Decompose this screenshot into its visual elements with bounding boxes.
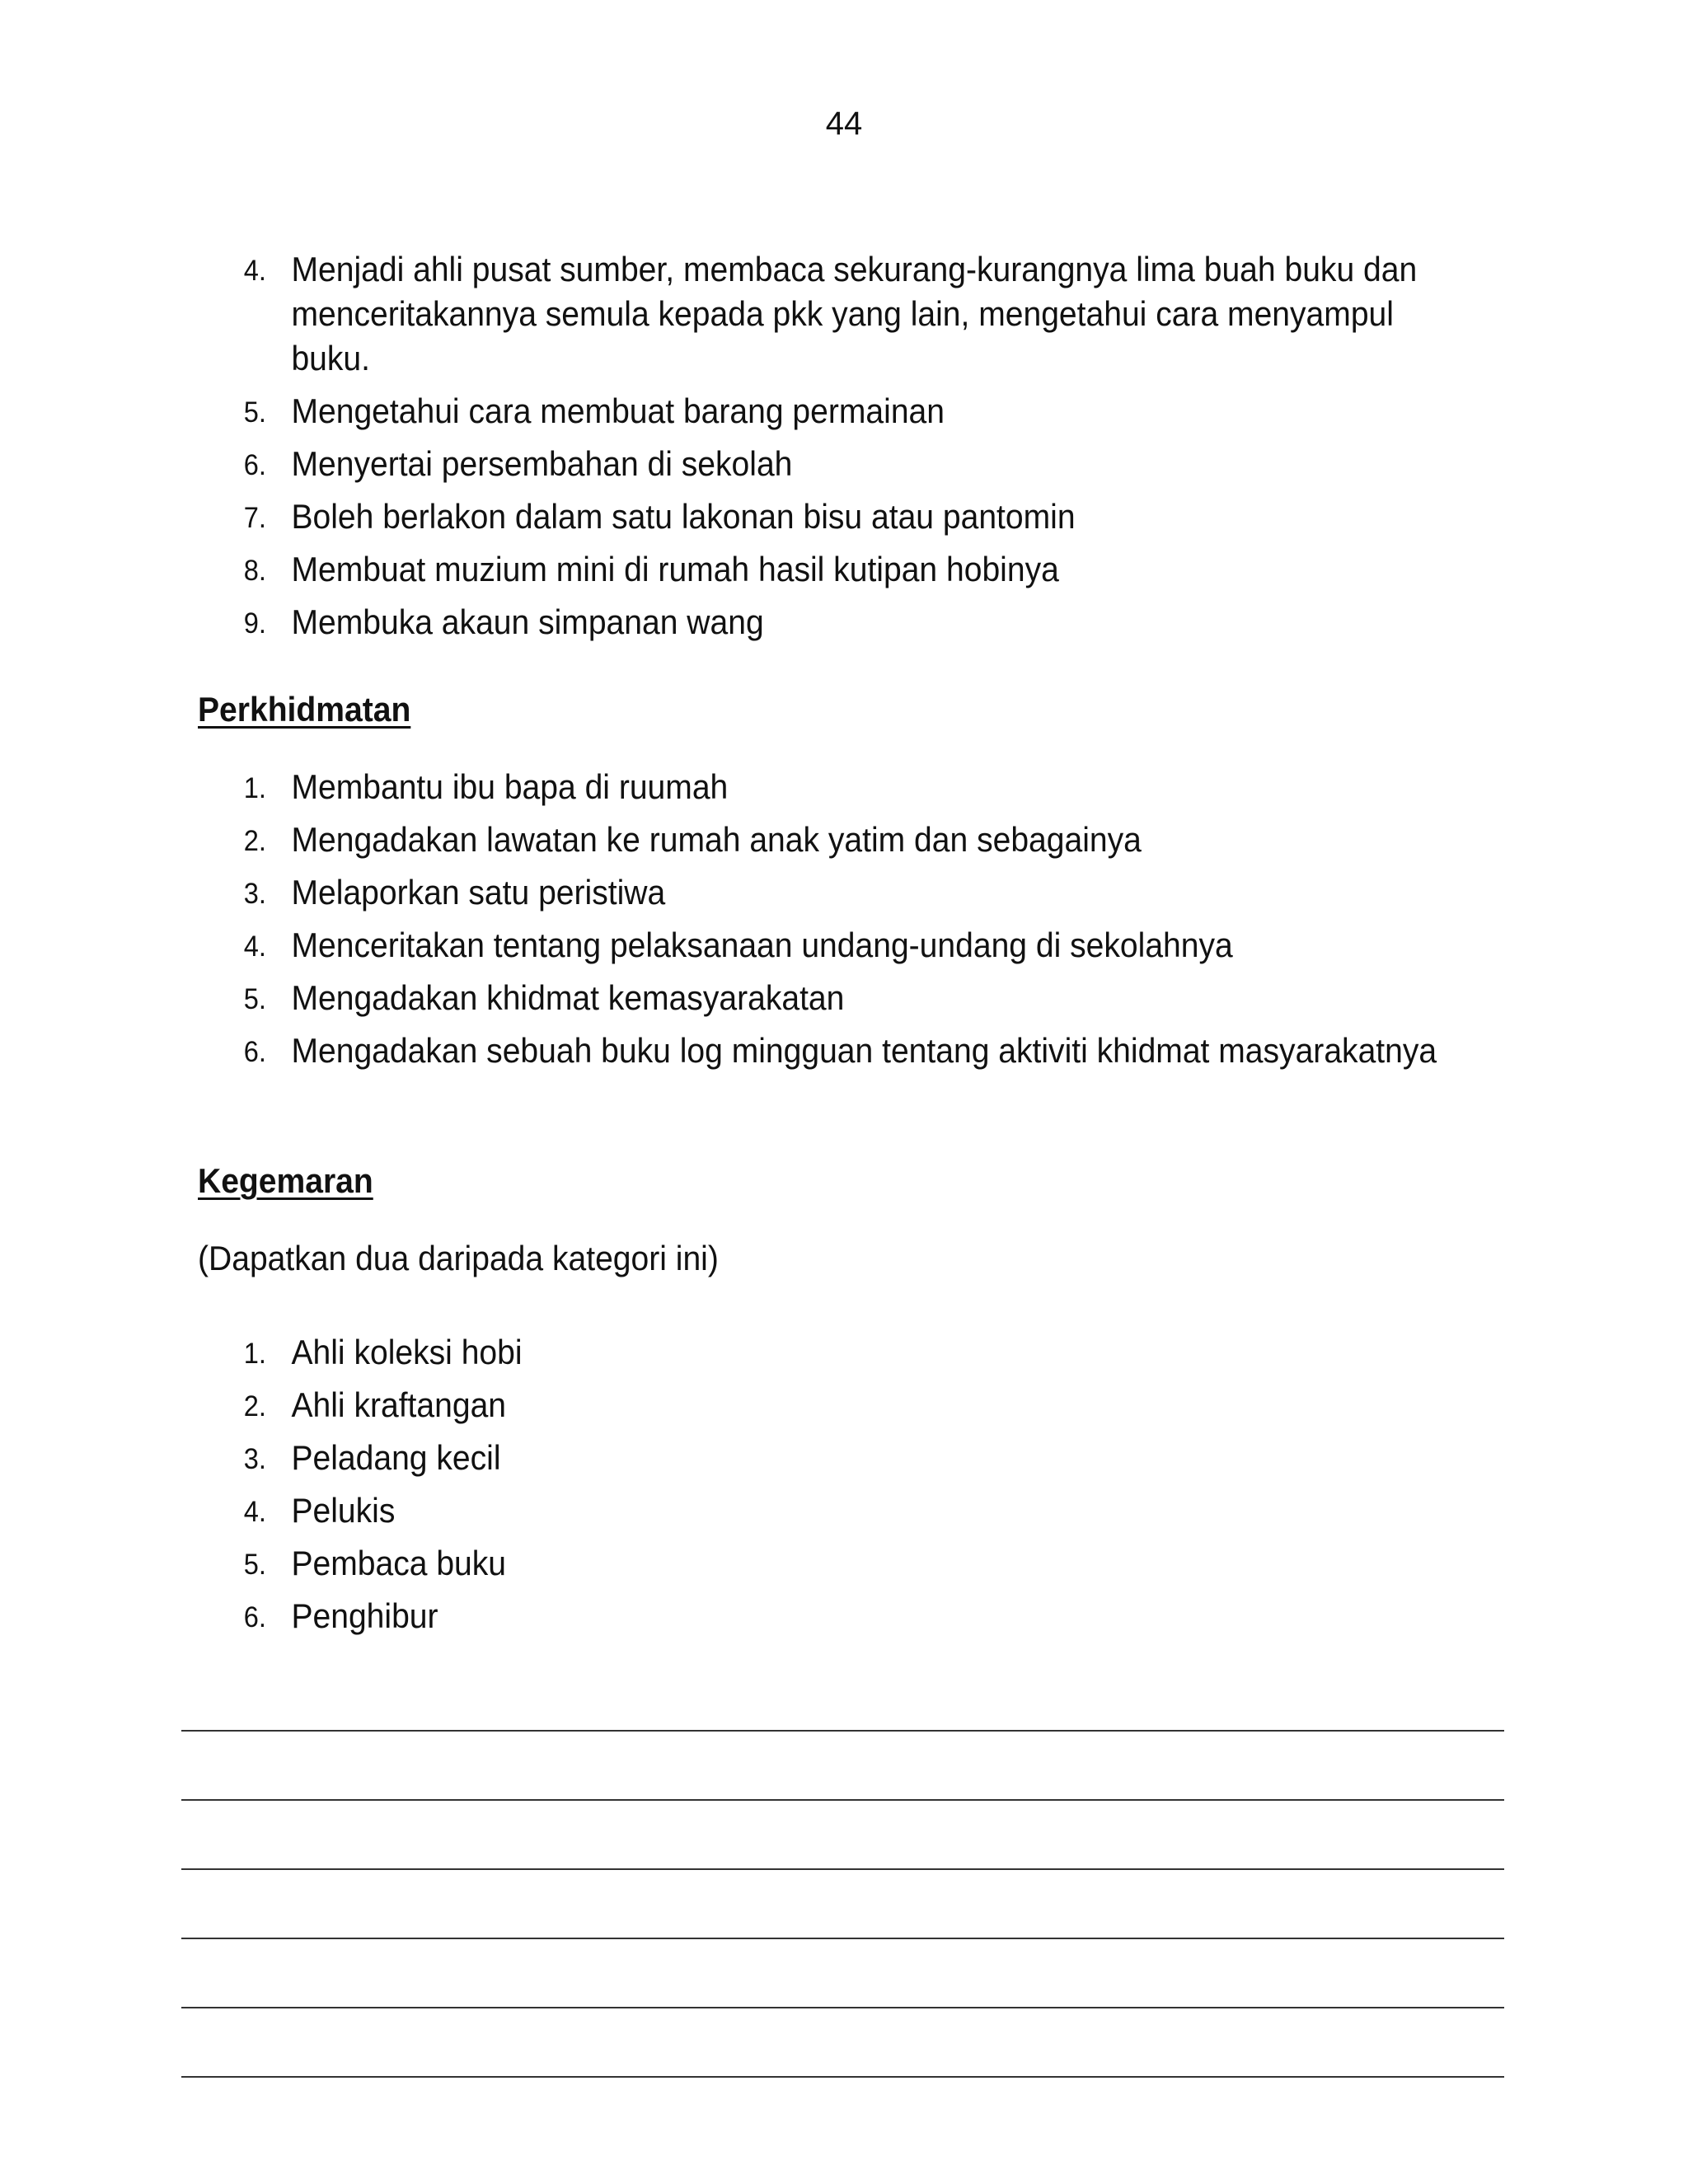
list-item-number: 1. — [243, 1338, 266, 1370]
page-number: 44 — [825, 105, 863, 142]
list-item — [198, 1029, 1440, 1073]
list-item-number: 7. — [243, 502, 266, 534]
list-item — [198, 389, 1440, 434]
writing-line — [181, 1938, 1504, 1939]
list-item-text: Pembaca buku — [291, 1544, 507, 1582]
list-item — [198, 976, 1440, 1020]
list-item-text: Mengadakan sebuah buku log mingguan tentang aktiviti khidmat masyarakatnya — [291, 1031, 1437, 1070]
list-item-text: Mengetahui cara membuat barang permainan — [291, 391, 945, 430]
list-item-number: 3. — [243, 1443, 266, 1475]
list-item-text: Menjadi ahli pusat sumber, membaca sekurang-kurangnya lima buah buku dan menceritakannya semula kepada pkk yang lain, mengetahui cara menyampul buku. — [291, 250, 1418, 377]
list-item-text: Membantu ibu bapa di ruumah — [291, 767, 729, 806]
list-item-number: 5. — [243, 396, 266, 429]
kegemaran-list — [198, 1330, 1533, 1647]
list-item-number: 6. — [243, 1601, 266, 1633]
list-item-number: 4. — [243, 1496, 266, 1528]
section-heading-perkhidmatan: Perkhidmatan — [198, 690, 411, 729]
list-item-text: Membuka akaun simpanan wang — [291, 602, 764, 641]
list-item-number: 1. — [243, 772, 266, 804]
list-item — [198, 1541, 1440, 1586]
list-item-number: 9. — [243, 607, 266, 640]
list-item — [198, 494, 1440, 539]
list-item-text: Ahli kraftangan — [291, 1385, 507, 1424]
list-item-text: Mengadakan khidmat kemasyarakatan — [291, 978, 845, 1017]
list-item-number: 8. — [243, 555, 266, 587]
list-item-number: 4. — [243, 255, 266, 287]
writing-line — [181, 1868, 1504, 1870]
list-item-number: 4. — [243, 930, 266, 963]
list-item-number: 2. — [243, 825, 266, 857]
list-item — [198, 1330, 1440, 1375]
list-item — [198, 1488, 1440, 1533]
list-item — [198, 870, 1440, 915]
list-item — [198, 1594, 1440, 1638]
list-item — [198, 923, 1440, 968]
list-item-number: 3. — [243, 878, 266, 910]
perkhidmatan-list — [198, 765, 1533, 1081]
writing-line — [181, 2076, 1504, 2078]
list-item-text: Penghibur — [291, 1596, 438, 1635]
list-item — [198, 1383, 1440, 1427]
list-item-text: Peladang kecil — [291, 1438, 501, 1477]
list-item-text: Ahli koleksi hobi — [291, 1333, 523, 1371]
list-item — [198, 547, 1440, 592]
list-item-text: Pelukis — [291, 1491, 396, 1530]
writing-line — [181, 1730, 1504, 1732]
section-heading-kegemaran: Kegemaran — [198, 1161, 373, 1200]
kegemaran-note: (Dapatkan dua daripada kategori ini) — [198, 1239, 719, 1277]
list-item-text: Menyertai persembahan di sekolah — [291, 444, 793, 483]
writing-line — [181, 2007, 1504, 2008]
list-item — [198, 1436, 1440, 1480]
list-item-number: 6. — [243, 449, 266, 481]
list-item-text: Boleh berlakon dalam satu lakonan bisu atau pantomin — [291, 497, 1076, 536]
list-item-number: 5. — [243, 1549, 266, 1581]
writing-line — [181, 1799, 1504, 1801]
list-item-text: Melaporkan satu peristiwa — [291, 873, 666, 912]
list-item — [198, 765, 1440, 809]
list-item-text: Mengadakan lawatan ke rumah anak yatim dan sebagainya — [291, 820, 1142, 859]
list-item-number: 6. — [243, 1036, 266, 1068]
list-item — [198, 247, 1440, 381]
list-item-text: Menceritakan tentang pelaksanaan undang-undang di sekolahnya — [291, 926, 1233, 964]
list-item-text: Membuat muzium mini di rumah hasil kutipan hobinya — [291, 550, 1059, 588]
activity-list-continued — [198, 247, 1533, 653]
list-item-number: 2. — [243, 1390, 266, 1422]
list-item — [198, 818, 1440, 862]
list-item — [198, 600, 1440, 644]
list-item — [198, 442, 1440, 486]
list-item-number: 5. — [243, 983, 266, 1015]
